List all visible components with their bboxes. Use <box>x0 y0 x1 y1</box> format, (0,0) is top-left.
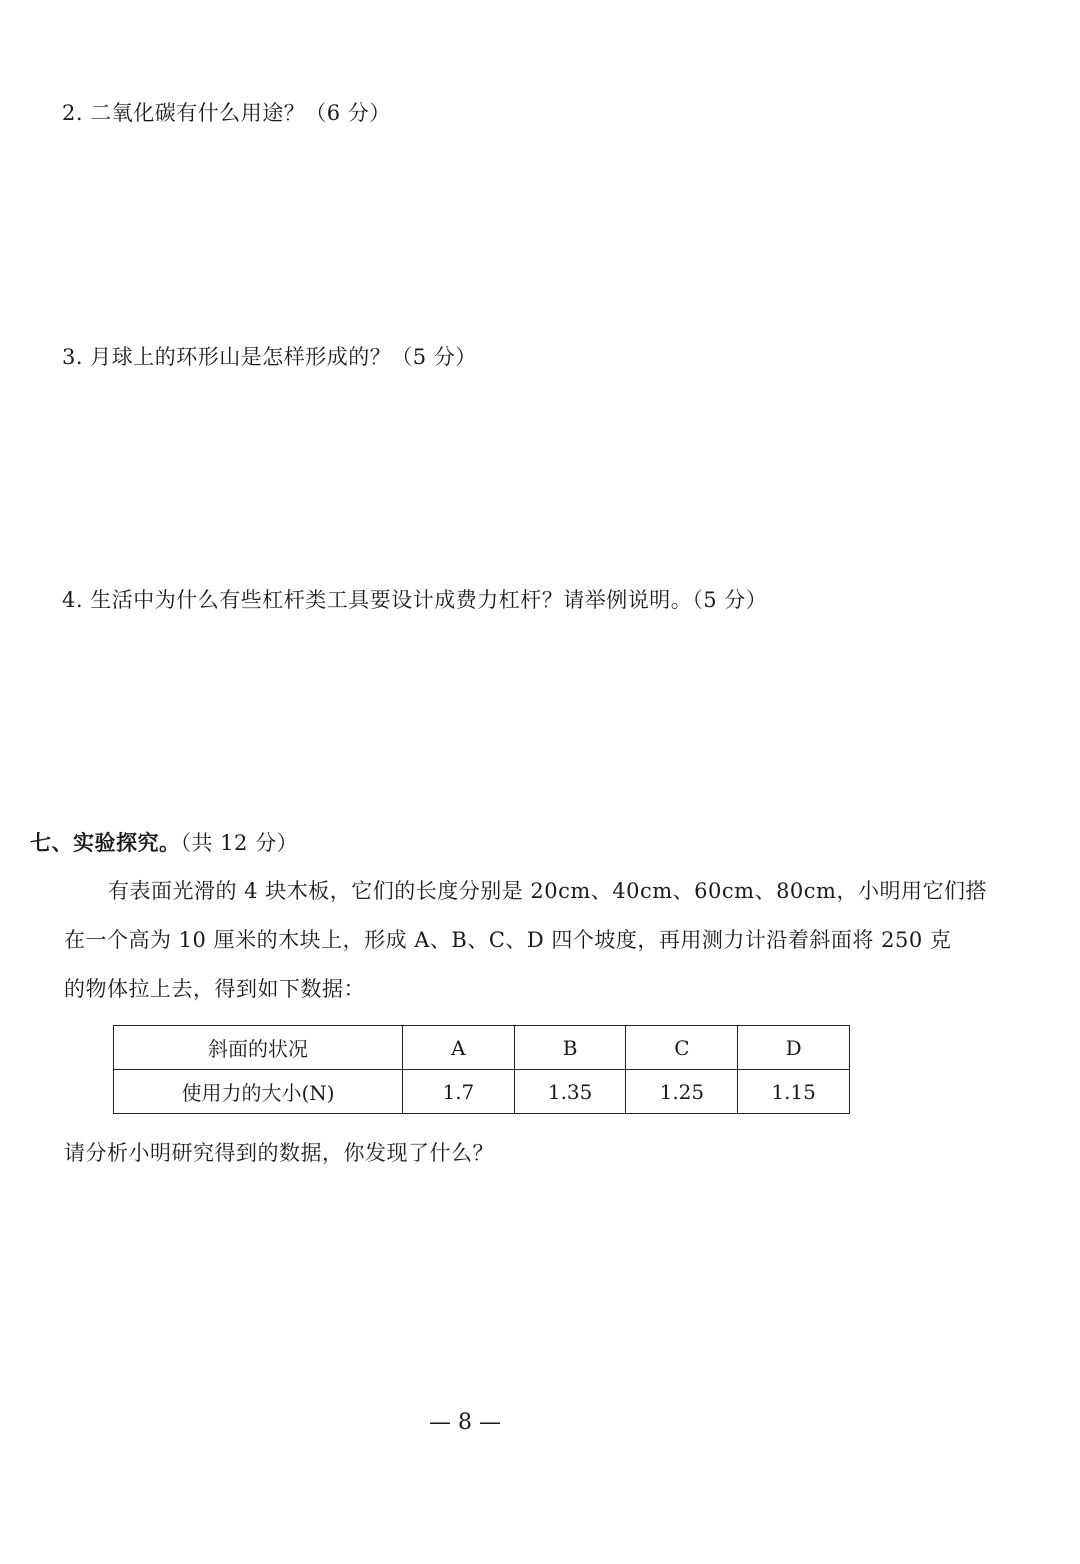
page-number: — 8 — <box>429 1410 501 1435</box>
question-4: 4. 生活中为什么有些杠杆类工具要设计成费力杠杆？请举例说明。（5 分） <box>62 588 768 612</box>
paragraph-line-2: 在一个高为 10 厘米的木块上，形成 A、B、C、D 四个坡度，再用测力计沿着斜面将 250 克 <box>64 928 952 952</box>
question-2: 2. 二氧化碳有什么用途？（6 分） <box>62 101 391 125</box>
table-col-b: B <box>514 1026 626 1070</box>
analysis-question: 请分析小明研究得到的数据，你发现了什么？ <box>64 1141 494 1165</box>
table-row <box>114 1070 850 1114</box>
table-col-d: D <box>738 1026 850 1070</box>
table-col-c: C <box>626 1026 738 1070</box>
table-value-c: 1.25 <box>626 1070 738 1114</box>
section-7-title: 七、实验探究。 <box>30 830 181 855</box>
table-header-label: 斜面的状况 <box>114 1026 403 1070</box>
table-value-a: 1.7 <box>403 1070 515 1114</box>
section-7-heading <box>30 828 298 858</box>
paragraph-line-3: 的物体拉上去，得到如下数据： <box>64 977 365 1001</box>
question-3: 3. 月球上的环形山是怎样形成的？（5 分） <box>62 345 477 369</box>
table-value-d: 1.15 <box>738 1070 850 1114</box>
table-header-row <box>114 1026 850 1070</box>
table-row-label: 使用力的大小(N) <box>114 1070 403 1114</box>
paragraph-line-1: 有表面光滑的 4 块木板，它们的长度分别是 20cm、40cm、60cm、80cm，小明用它们搭 <box>108 879 987 903</box>
table-value-b: 1.35 <box>514 1070 626 1114</box>
incline-data-table <box>113 1025 850 1114</box>
section-7-points: （共 12 分） <box>180 831 299 855</box>
table-col-a: A <box>403 1026 515 1070</box>
